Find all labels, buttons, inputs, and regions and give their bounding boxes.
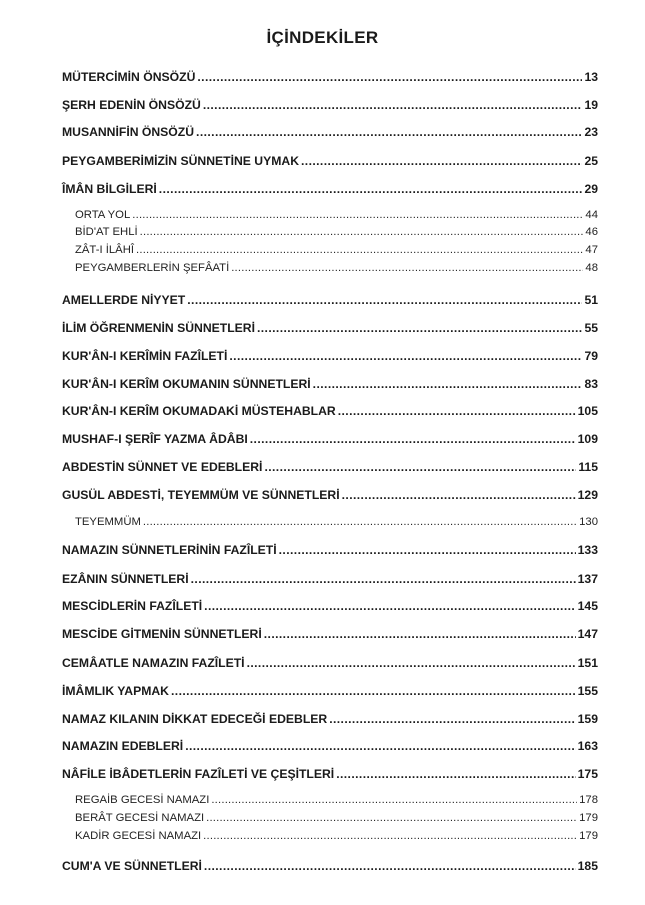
toc-entry-title: KUR'ÂN-I KERÎM OKUMANIN SÜNNETLERİ <box>62 377 311 391</box>
toc-entry[interactable] <box>62 293 598 307</box>
toc-entry-page: 29 <box>584 182 598 196</box>
toc-entry-page: 137 <box>577 572 598 586</box>
toc-entry-page: 179 <box>579 812 598 824</box>
toc-entry-title: ORTA YOL <box>75 209 131 221</box>
toc-entry-title: MUSANNİFİN ÖNSÖZÜ <box>62 125 195 139</box>
dot-leader <box>159 182 583 196</box>
dot-leader <box>204 599 576 613</box>
toc-entry-page: 133 <box>577 543 598 557</box>
toc-entry[interactable] <box>62 627 598 641</box>
toc-entry-title: ÎMÂN BİLGİLERİ <box>62 182 157 196</box>
dot-leader <box>342 488 576 502</box>
toc-entry[interactable] <box>62 70 598 84</box>
toc-subentry[interactable] <box>62 209 598 221</box>
toc-entry-page: 47 <box>585 244 598 256</box>
toc-entry[interactable] <box>62 684 598 698</box>
toc-entry-title: ABDESTİN SÜNNET VE EDEBLERİ <box>62 460 263 474</box>
toc-entry-title: NAMAZ KILANIN DİKKAT EDECEĞİ EDEBLER <box>62 712 328 726</box>
toc-entry[interactable] <box>62 460 598 474</box>
toc-entry-page: 155 <box>577 684 598 698</box>
toc-subentry[interactable] <box>62 812 598 824</box>
toc-entry-title: GUSÜL ABDESTİ, TEYEMMÜM VE SÜNNETLERİ <box>62 488 340 502</box>
toc-entry-page: 109 <box>577 432 598 446</box>
toc-entry-page: 130 <box>579 516 598 528</box>
dot-leader <box>204 859 576 873</box>
toc-entry-page: 115 <box>578 460 598 474</box>
toc-entry-page: 151 <box>577 656 598 670</box>
dot-leader <box>203 830 577 842</box>
toc-entry[interactable] <box>62 98 598 112</box>
toc-entry[interactable] <box>62 656 598 670</box>
toc-entry-page: 163 <box>577 739 598 753</box>
toc-entry-title: İMÂMLIK YAPMAK <box>62 684 169 698</box>
toc-subentry[interactable] <box>62 516 598 528</box>
toc-entry[interactable] <box>62 377 598 391</box>
toc-entry-title: NÂFİLE İBÂDETLERİN FAZÎLETİ VE ÇEŞİTLERİ <box>62 767 335 781</box>
toc-entry-page: 105 <box>577 404 598 418</box>
dot-leader <box>191 572 576 586</box>
toc-entry[interactable] <box>62 125 598 139</box>
toc-entry-title: İLİM ÖĞRENMENİN SÜNNETLERİ <box>62 321 255 335</box>
toc-entry-page: 179 <box>579 830 598 842</box>
toc-entry[interactable] <box>62 432 598 446</box>
table-of-contents <box>62 0 598 905</box>
toc-entry[interactable] <box>62 767 598 781</box>
toc-entry-title: MESCİDE GİTMENİN SÜNNETLERİ <box>62 627 262 641</box>
dot-leader <box>185 739 575 753</box>
toc-entry[interactable] <box>62 859 598 873</box>
dot-leader <box>229 349 582 363</box>
dot-leader <box>250 432 576 446</box>
toc-entry[interactable] <box>62 712 598 726</box>
dot-leader <box>196 125 582 139</box>
dot-leader <box>257 321 582 335</box>
toc-entry-page: 178 <box>579 794 598 806</box>
dot-leader <box>197 70 582 84</box>
toc-entry-title: ZÂT-I İLÂHÎ <box>75 244 135 256</box>
dot-leader <box>329 712 575 726</box>
dot-leader <box>140 226 584 238</box>
toc-entry-page: 55 <box>584 321 598 335</box>
dot-leader <box>338 404 576 418</box>
toc-entry-title: BERÂT GECESİ NAMAZI <box>75 812 205 824</box>
toc-subentry[interactable] <box>62 830 598 842</box>
dot-leader <box>313 377 583 391</box>
toc-entry-title: CUM'A VE SÜNNETLERİ <box>62 859 202 873</box>
toc-entry-title: MÜTERCİMİN ÖNSÖZÜ <box>62 70 196 84</box>
dot-leader <box>187 293 582 307</box>
toc-entry-page: 13 <box>584 70 598 84</box>
toc-entry-page: 185 <box>577 859 598 873</box>
dot-leader <box>336 767 575 781</box>
dot-leader <box>264 460 576 474</box>
dot-leader <box>211 794 577 806</box>
toc-entry-title: KADİR GECESİ NAMAZI <box>75 830 202 842</box>
toc-entry-title: NAMAZIN EDEBLERİ <box>62 739 184 753</box>
toc-entry-title: EZÂNIN SÜNNETLERİ <box>62 572 189 586</box>
toc-entry[interactable] <box>62 739 598 753</box>
toc-entry-page: 19 <box>584 98 598 112</box>
dot-leader <box>143 516 577 528</box>
toc-entry-title: KUR'ÂN-I KERÎM OKUMADAKİ MÜSTEHABLAR <box>62 404 336 418</box>
toc-entry[interactable] <box>62 182 598 196</box>
dot-leader <box>171 684 576 698</box>
toc-entry-title: MESCİDLERİN FAZÎLETİ <box>62 599 203 613</box>
toc-entry-page: 23 <box>584 125 598 139</box>
toc-entry-page: 44 <box>585 209 598 221</box>
toc-entry-title: KUR'ÂN-I KERÎMİN FAZÎLETİ <box>62 349 228 363</box>
toc-entry-page: 48 <box>585 262 598 274</box>
toc-entry[interactable] <box>62 321 598 335</box>
toc-entry[interactable] <box>62 599 598 613</box>
toc-entry-page: 79 <box>584 349 598 363</box>
toc-entry[interactable] <box>62 154 598 168</box>
toc-entry-title: BİD'AT EHLİ <box>75 226 138 238</box>
toc-entry[interactable] <box>62 543 598 557</box>
toc-entry-page: 25 <box>584 154 598 168</box>
toc-entry-title: PEYGAMBERİMİZİN SÜNNETİNE UYMAK <box>62 154 299 168</box>
toc-entry-page: 159 <box>577 712 598 726</box>
toc-entry-page: 51 <box>584 293 598 307</box>
toc-entry-page: 147 <box>577 627 598 641</box>
dot-leader <box>279 543 576 557</box>
toc-entry-page: 145 <box>577 599 598 613</box>
dot-leader <box>264 627 576 641</box>
dot-leader <box>301 154 582 168</box>
toc-entry-page: 83 <box>584 377 598 391</box>
page-title: İÇİNDEKİLER <box>266 28 379 47</box>
toc-subentry[interactable] <box>62 244 598 256</box>
toc-entry[interactable] <box>62 572 598 586</box>
toc-entry-title: NAMAZIN SÜNNETLERİNİN FAZÎLETİ <box>62 543 277 557</box>
dot-leader <box>132 209 583 221</box>
toc-subentry[interactable] <box>62 226 598 238</box>
toc-entry-title: AMELLERDE NİYYET <box>62 293 186 307</box>
toc-entry-title: TEYEMMÜM <box>75 516 141 528</box>
toc-subentry[interactable] <box>62 794 598 806</box>
toc-entry-title: CEMÂATLE NAMAZIN FAZÎLETİ <box>62 656 245 670</box>
dot-leader <box>203 98 583 112</box>
toc-entry[interactable] <box>62 349 598 363</box>
toc-entry-title: PEYGAMBERLERİN ŞEFÂATİ <box>75 262 230 274</box>
toc-entry-page: 129 <box>577 488 598 502</box>
toc-entry[interactable] <box>62 488 598 502</box>
toc-entry-page: 175 <box>577 767 598 781</box>
dot-leader <box>231 262 583 274</box>
toc-entry-page: 46 <box>585 226 598 238</box>
toc-entry-title: REGAİB GECESİ NAMAZI <box>75 794 210 806</box>
toc-entry-title: ŞERH EDENİN ÖNSÖZÜ <box>62 98 201 112</box>
dot-leader <box>247 656 576 670</box>
toc-entry[interactable] <box>62 404 598 418</box>
dot-leader <box>206 812 577 824</box>
toc-entry-title: MUSHAF-I ŞERÎF YAZMA ÂDÂBI <box>62 432 248 446</box>
dot-leader <box>136 244 583 256</box>
toc-subentry[interactable] <box>62 262 598 274</box>
